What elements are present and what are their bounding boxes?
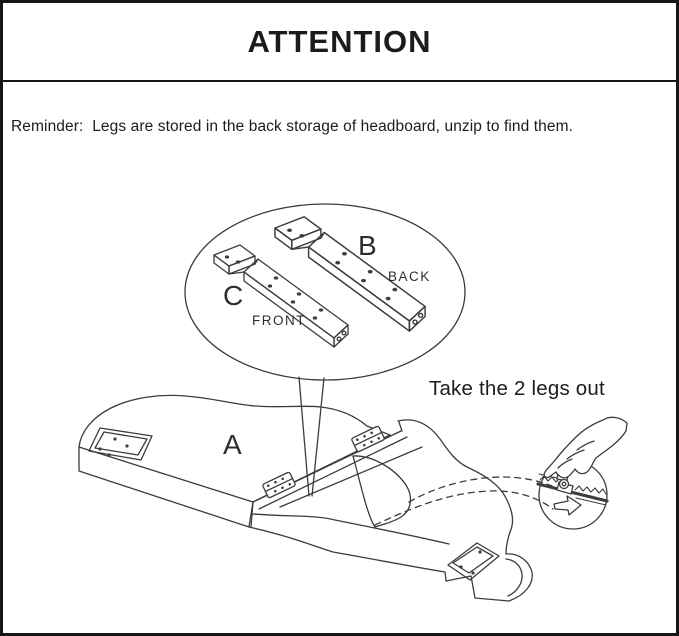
right-leg-recess: [448, 543, 499, 580]
headboard-drawing: [79, 395, 532, 601]
instruction-text: Take the 2 legs out: [429, 377, 605, 400]
assembly-diagram: [3, 3, 679, 636]
hand-icon: [544, 417, 627, 478]
label-headboard-a: A: [223, 429, 242, 460]
label-back: BACK: [388, 269, 431, 284]
left-leg-recess: [89, 428, 152, 460]
fold-hinges: [262, 426, 385, 498]
storage-flap: [353, 456, 410, 527]
dashed-guide-lines: [375, 477, 553, 525]
label-leg-b: B: [358, 230, 377, 261]
label-leg-c: C: [223, 280, 244, 311]
arrow-right-icon: [554, 496, 581, 515]
page-title: ATTENTION: [247, 23, 432, 59]
reminder-text: Reminder: Legs are stored in the back storage of headboard, unzip to find them.: [11, 118, 574, 135]
label-front: FRONT: [252, 313, 306, 328]
